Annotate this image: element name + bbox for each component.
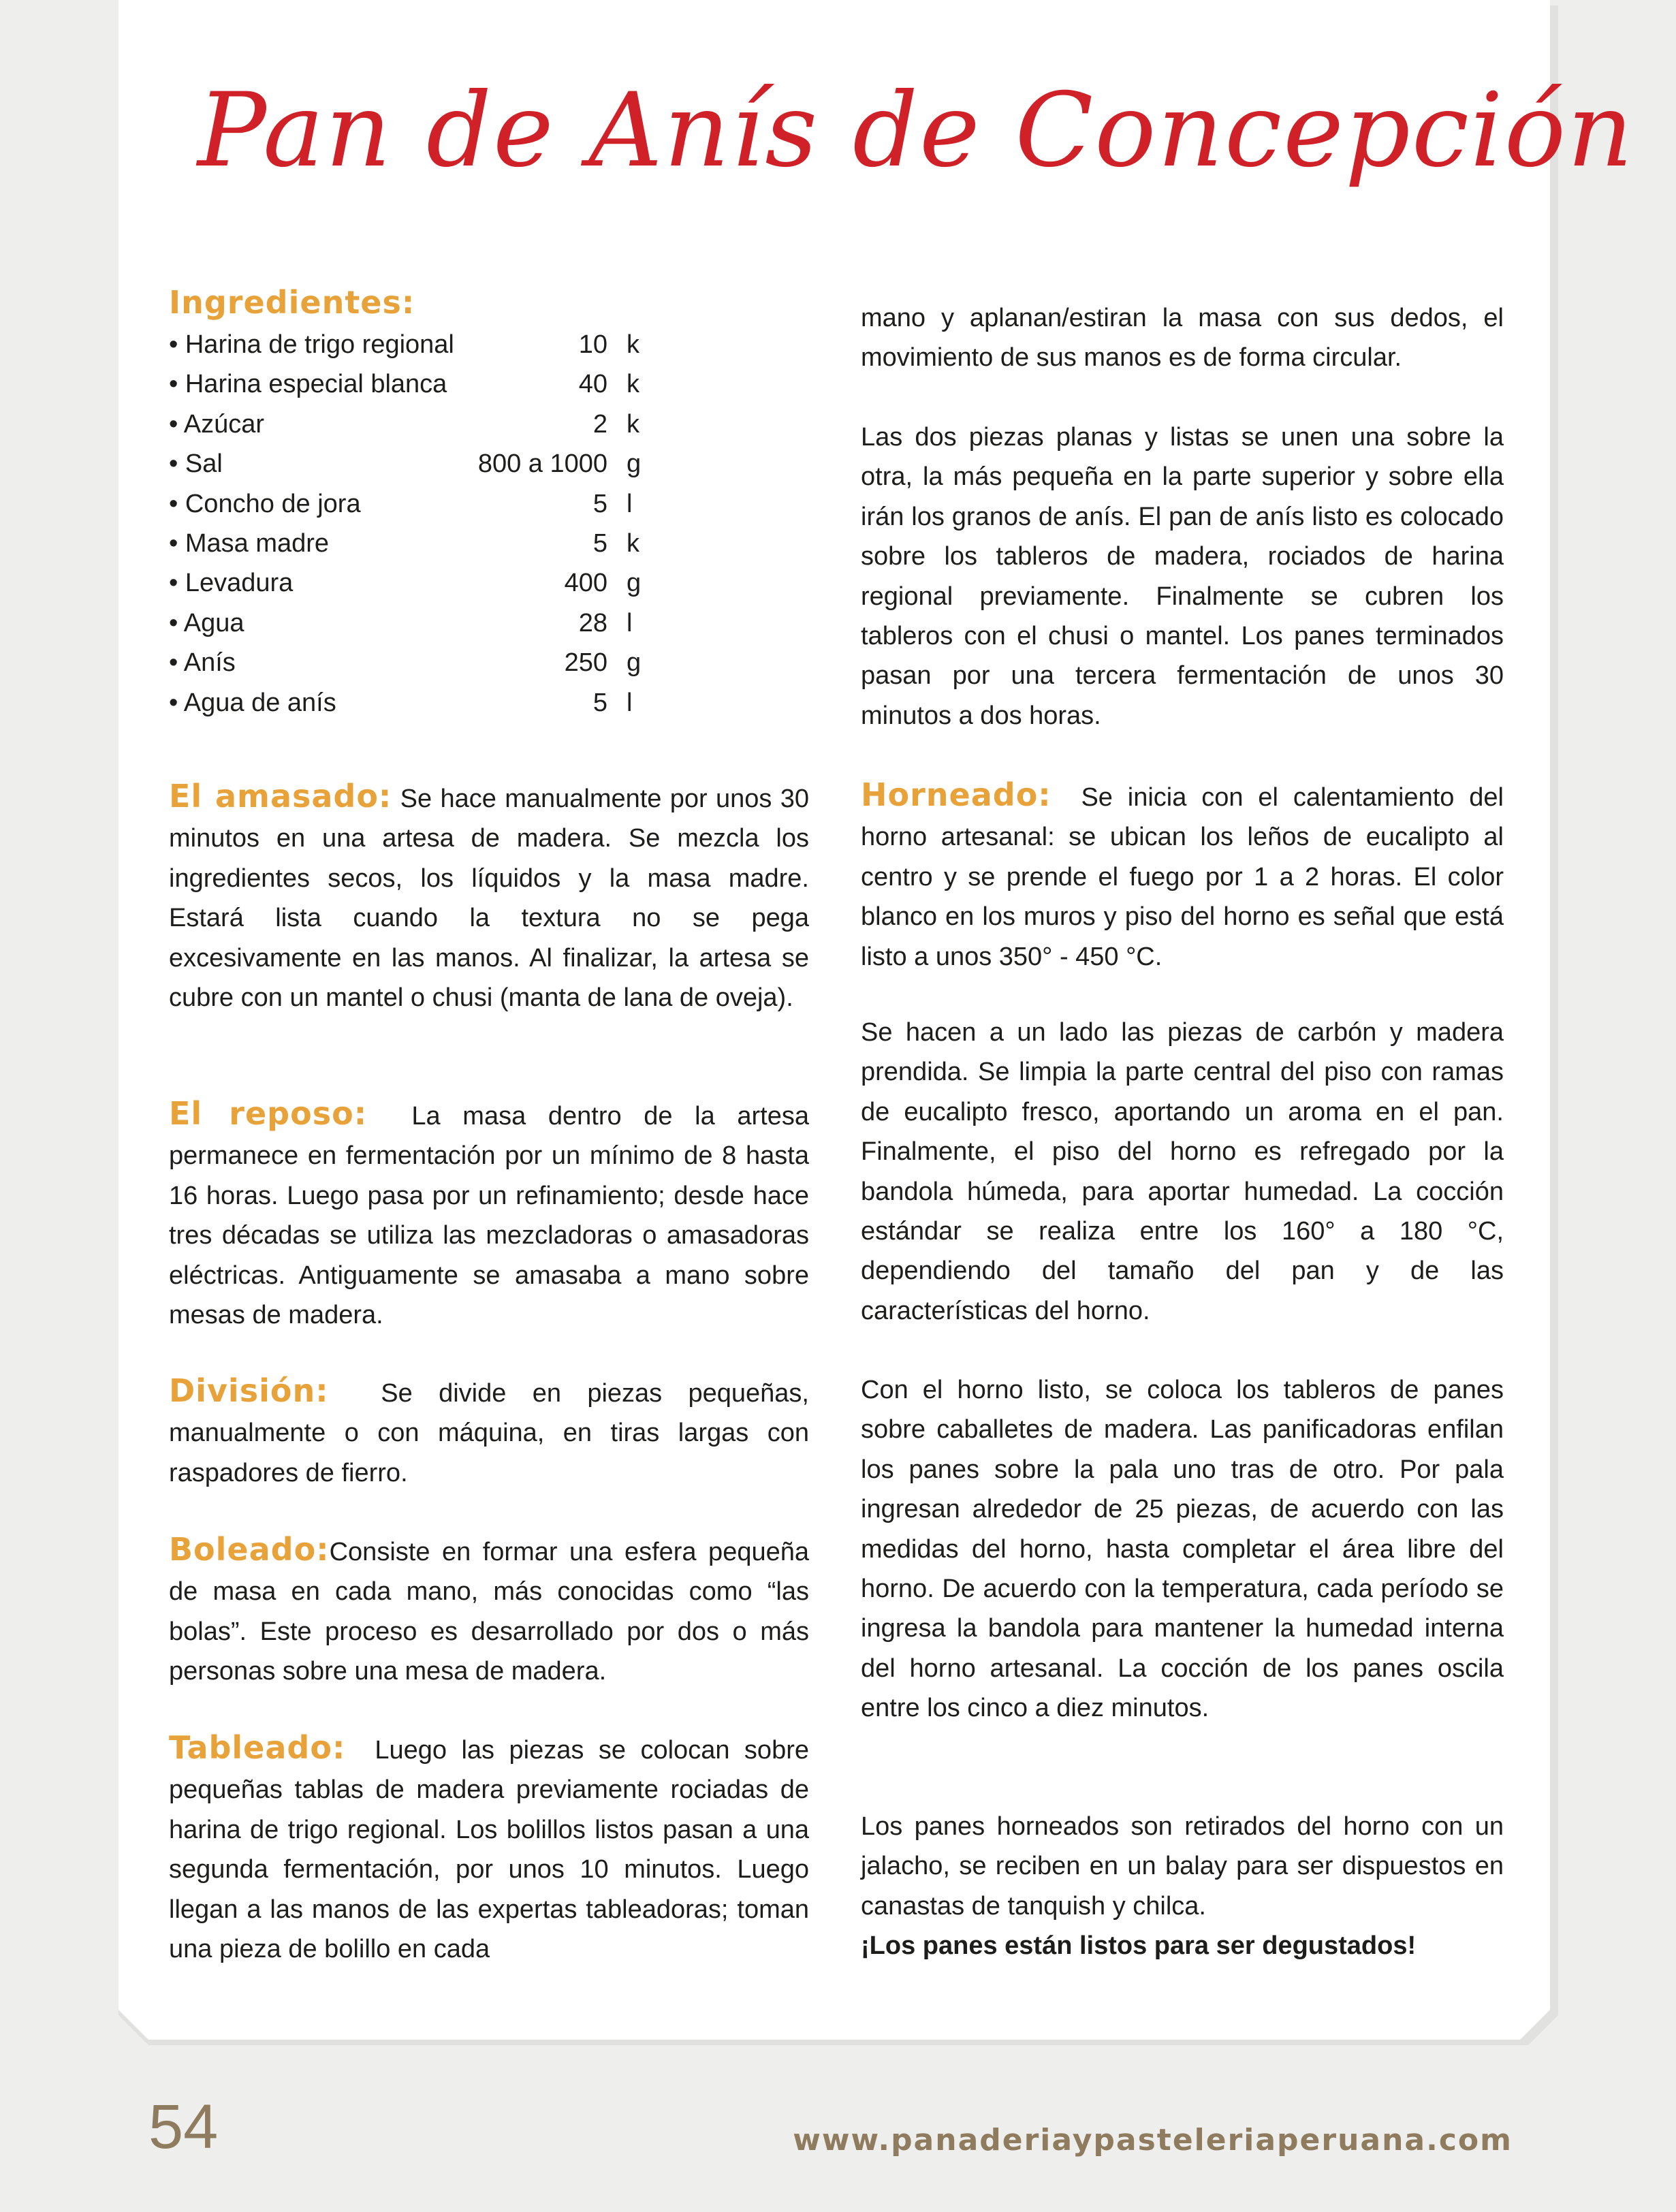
ingredients-list [169,325,646,723]
ingredient-name: • Concho de jora [169,489,361,518]
section-text: Se divide en piezas pequeñas, manualmente o con máquina, en tiras largas con raspadores de fierro. [169,1379,809,1487]
ingredient-row [169,524,646,563]
ingredient-unit: l [627,608,633,637]
ingredient-row [169,444,646,484]
section-heading: Boleado: [169,1531,330,1568]
ingredient-qty: 800 a 1000 [477,449,607,479]
ingredient-name: • Masa madre [169,528,330,558]
section-text: Luego las piezas se colocan sobre pequeñas tablas de madera previamente rociadas de harina de trigo regional. Los bolillos listos pasan a una segunda fermentación, por unos 10 minutos. Luego llegan a las manos de las expertas tableadoras; toman una pieza de bolillo en cada [169,1736,809,1964]
ingredient-name: • Agua [169,608,244,637]
ingredient-qty: 10 [578,330,607,359]
section-boleado [169,1530,809,1692]
tableado-continued: mano y aplanan/estiran la masa con sus dedos, el movimiento de sus manos es de forma circular. [861,304,1504,373]
section-heading: Horneado: [861,776,1052,813]
paragraph-horno-listo: Con el horno listo, se coloca los tableros de panes sobre caballetes de madera. Las panificadoras enfilan los panes sobre la pala uno tras de otro. Por pala ingresan alrededor de 25 piezas, de acuerdo con las medidas del horno, hasta completar el área libre del horno. De acuerdo con la temperatura, cada período se ingresa la bandola para mantener la humedad interna del horno artesanal. La cocción de los panes oscila entre los cinco a diez minutos. [861,1376,1504,1723]
ingredient-row [169,405,646,444]
ingredient-unit: k [627,330,639,359]
section-horneado [861,775,1504,977]
ingredient-unit: k [627,409,639,439]
ingredient-unit: g [627,648,642,678]
section-heading: División: [169,1372,329,1409]
ingredient-row [169,643,646,682]
section-tableado [169,1728,809,1969]
section-division [169,1371,809,1493]
ingredient-qty: 5 [592,688,607,717]
recipe-title: Pan de Anís de Concepción [197,72,1634,190]
section-reposo [169,1094,809,1335]
ingredient-name: • Harina de trigo regional [169,330,454,359]
section-text: Consiste en formar una esfera pequeña de masa en cada mano, más conocidas como “las bolas”. Este proceso es desarrollado por dos o más personas sobre una mesa de madera. [169,1538,809,1686]
ingredient-qty: 40 [578,370,607,399]
section-text: La masa dentro de la artesa permanece en fermentación por un mínimo de 8 hasta 16 horas. Luego pasa por un refinamiento; desde hace tres décadas se utiliza las mezcladoras o amasadoras eléctricas. Antiguamente se amasaba a mano sobre mesas de madera. [169,1102,810,1330]
ingredient-unit: l [627,688,633,717]
ingredient-qty: 5 [592,489,607,518]
section-heading: El reposo: [169,1095,368,1132]
paragraph-retirados: Los panes horneados son retirados del horno con un jalacho, se reciben en un balay para ser dispuestos en canastas de tanquish y chilca. [861,1812,1504,1921]
ingredient-name: • Levadura [169,569,294,598]
section-heading: Tableado: [169,1729,346,1766]
ingredient-name: • Harina especial blanca [169,370,447,399]
ingredient-row [169,563,646,603]
section-heading: El amasado: [169,778,392,815]
ingredient-unit: l [627,489,633,518]
ingredient-unit: g [627,449,642,479]
ingredient-name: • Anís [169,648,236,678]
ingredient-name: • Azúcar [169,409,265,439]
ingredient-qty: 400 [564,569,607,598]
website-url: www.panaderiaypasteleriaperuana.com [793,2123,1513,2158]
paragraph-piezas: Las dos piezas planas y listas se unen una sobre la otra, la más pequeña en la parte superior y sobre ella irán los granos de anís. El pan de anís listo es colocado sobre los tableros de madera, rociados de harina regional previamente. Finalmente se cubren los tableros con el chusi o mantel. Los panes terminados pasan por una tercera fermentación de unos 30 minutos a dos horas. [861,423,1504,730]
section-text: Se hace manualmente por unos 30 minutos en una artesa de madera. Se mezcla los ingredientes secos, los líquidos y la masa madre. Estará lista cuando la textura no se pega excesivamente en las manos. Al finalizar, la artesa se cubre con un mantel o chusi (manta de lana de oveja). [169,785,809,1013]
page-number: 54 [148,2092,219,2162]
ingredient-row [169,603,646,643]
ingredient-row [169,484,646,524]
closing-line: ¡Los panes están listos para ser degustados! [861,1931,1417,1960]
ingredients-heading: Ingredientes: [169,284,415,321]
ingredient-qty: 28 [578,608,607,637]
ingredient-qty: 2 [592,409,607,439]
ingredient-unit: k [627,528,639,558]
ingredient-qty: 250 [564,648,607,678]
ingredient-name: • Agua de anís [169,688,336,717]
ingredient-row [169,325,646,364]
ingredient-name: • Sal [169,449,223,479]
ingredient-row [169,683,646,723]
ingredient-qty: 5 [592,528,607,558]
ingredient-unit: k [627,370,639,399]
paragraph-carbon: Se hacen a un lado las piezas de carbón y madera prendida. Se limpia la parte central del piso con ramas de eucalipto fresco, aportando un aroma en el pan. Finalmente, el piso del horno es refregado por la bandola húmeda, para aportar humedad. La cocción estándar se realiza entre los 160° a 180 °C, dependiendo del tamaño del pan y de las características del horno. [861,1018,1504,1325]
ingredient-row [169,364,646,404]
section-text: Se inicia con el calentamiento del horno artesanal: se ubican los leños de eucalipto al centro y se prende el fuego por 1 a 2 horas. El color blanco en los muros y piso del horno es señal que está listo a unos 350° - 450 °C. [861,783,1504,971]
section-amasado [169,776,809,1017]
ingredient-unit: g [627,569,642,598]
